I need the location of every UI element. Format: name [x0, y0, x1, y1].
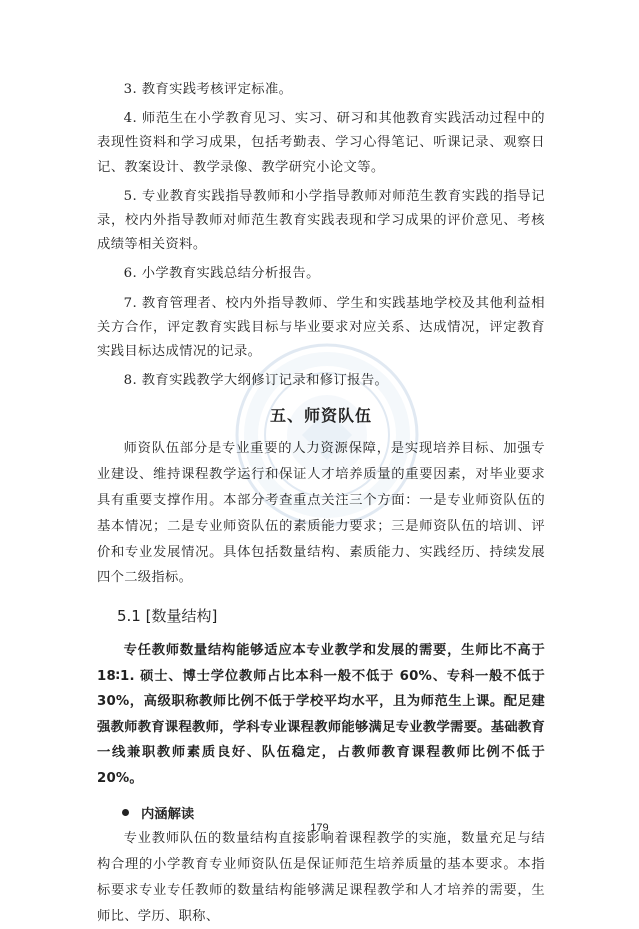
- section-title: 五、师资队伍: [269, 406, 372, 426]
- bullet-heading: [122, 803, 545, 822]
- page-content: [97, 78, 545, 929]
- list-item-6: 6. 小学教育实践总结分析报告。: [123, 266, 320, 282]
- standard-text: 专任教师数量结构能够适应本专业教学和发展的需要，生师比不高于 18∶1. 硕士、博士学位教师占比本科一般不低于 60%、专科一般不低于 30%，高级职称教师比例不低于学校平均水平，且为师范生上课。配足建强教师教育课程教师，学科专业课程教师能够满足专业教学需要。基础教育一线兼职教师素质良好、队伍稳定，占教师教育课程教师比例不低于 20%。: [97, 643, 545, 786]
- bullet-heading-label: 内涵解读: [141, 807, 195, 823]
- list-item-8: 8. 教育实践教学大纲修订记录和修订报告。: [123, 373, 389, 389]
- page-number: 179: [310, 822, 329, 834]
- list-item-7: 7. 教育管理者、校内外指导教师、学生和实践基地学校及其他利益相关方合作，评定教育实践目标与毕业要求对应关系、达成情况，评定教育实践目标达成情况的记录。: [97, 295, 545, 360]
- subsection-title: 5.1 [数量结构]: [117, 607, 218, 626]
- bullet-dot-icon: [122, 809, 129, 816]
- interpretation-text: 专业教师队伍的数量结构直接影响着课程教学的实施，数量充足与结构合理的小学教育专业师资队伍是保证师范生培养质量的基本要求。本指标要求专业专任教师的数量结构能够满足课程教学和人才培养的需要，生师比、学历、职称、: [97, 831, 545, 924]
- list-item-3: 3. 教育实践考核评定标准。: [123, 82, 293, 97]
- section-intro: 师资队伍部分是专业重要的人力资源保障，是实现培养目标、加强专业建设、维持课程教学运行和保证人才培养质量的重要因素，对毕业要求具有重要支撑作用。本部分考查重点关注三个方面：一是专业师资队伍的基本情况；二是专业师资队伍的素质能力要求；三是师资队伍的培训、评价和专业发展情况。具体包括数量结构、素质能力、实践经历、持续发展四个二级指标。: [97, 441, 545, 586]
- list-item-5: 5. 专业教育实践指导教师和小学指导教师对师范生教育实践的指导记录，校内外指导教师对师范生教育实践表现和学习成果的评价意见、考核成绩等相关资料。: [97, 188, 545, 253]
- list-item-4: 4. 师范生在小学教育见习、实习、研习和其他教育实践活动过程中的表现性资料和学习成果，包括考勤表、学习心得笔记、听课记录、观察日记、教案设计、教学录像、教学研究小论文等。: [97, 111, 545, 175]
